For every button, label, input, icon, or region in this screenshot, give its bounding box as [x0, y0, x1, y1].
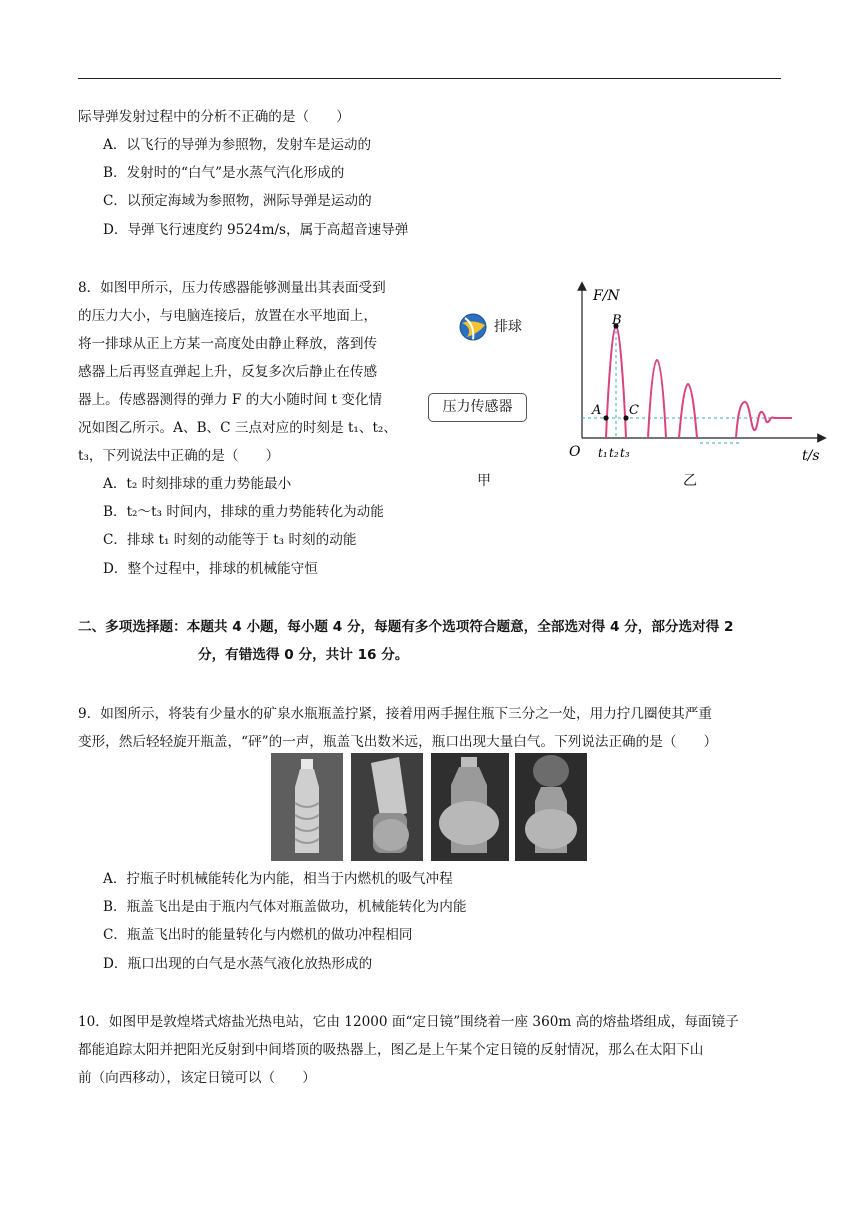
q9-option-d: D．瓶口出现的白气是水蒸气液化放热形成的 [103, 956, 373, 972]
q8-option-d: D．整个过程中，排球的机械能守恒 [103, 561, 318, 577]
third-impact-peak [679, 384, 697, 438]
q10-stem-line-1: 10．如图甲是敦煌塔式熔盐光热电站，它由 12000 面“定日镜”围绕着一座 360m 高的熔盐塔组成，每面镜子 [78, 1014, 739, 1030]
point-c-marker [623, 415, 628, 420]
bottle-photo-2 [351, 753, 423, 861]
ball-label: 排球 [494, 319, 522, 335]
header-rule [78, 78, 781, 79]
bottle-photo-4 [515, 753, 587, 861]
q7-option-b: B．发射时的“白气”是水蒸气汽化形成的 [103, 165, 345, 181]
point-a-marker [603, 415, 608, 420]
tick-t3: t₃ [620, 446, 630, 460]
q7-option-a: A．以飞行的导弹为参照物，发射车是运动的 [103, 137, 372, 153]
q8-stem-line-6: 况如图乙所示。A、B、C 三点对应的时刻是 t₁、t₂、 [78, 420, 397, 436]
figure-yi-caption: 乙 [683, 473, 697, 489]
q8-stem-line-4: 感器上后再竖直弹起上升，反复多次后静止在传感 [78, 364, 378, 380]
origin-label: O [569, 444, 581, 460]
q8-option-a: A．t₂ 时刻排球的重力势能最小 [103, 476, 292, 492]
q8-option-c: C．排球 t₁ 时刻的动能等于 t₃ 时刻的动能 [103, 532, 357, 548]
pressure-sensor-box: 压力传感器 [428, 393, 527, 422]
q10-stem-line-2: 都能追踪太阳并把阳光反射到中间塔顶的吸热器上，图乙是上午某个定日镜的反射情况，那么在太阳下山 [78, 1042, 704, 1058]
q7-stem: 际导弹发射过程中的分析不正确的是（ ） [78, 109, 350, 125]
q8-option-b: B．t₂～t₃ 时间内，排球的重力势能转化为动能 [103, 504, 384, 520]
q7-option-c: C．以预定海域为参照物，洲际导弹是运动的 [103, 193, 372, 209]
q8-stem-line-5: 器上。传感器测得的弹力 F 的大小随时间 t 变化情 [78, 392, 383, 408]
force-time-graph [560, 280, 830, 470]
figure-jia-caption: 甲 [477, 473, 491, 489]
x-axis-label: t/s [802, 448, 820, 464]
q8-stem-line-3: 将一排球从正上方某一高度处由静止释放，落到传 [78, 336, 378, 352]
q7-option-d: D．导弹飞行速度约 9524m/s，属于高超音速导弹 [103, 222, 409, 238]
q8-stem-line-2: 的压力大小，与电脑连接后，放置在水平地面上， [78, 308, 378, 324]
second-impact-peak [648, 360, 666, 438]
tick-t1: t₁ [598, 446, 608, 460]
q8-stem-line-7: t₃，下列说法中正确的是（ ） [78, 448, 280, 464]
q10-stem-line-3: 前（向西移动），该定日镜可以（ ） [78, 1070, 316, 1086]
section2-heading: 二、多项选择题：本题共 4 小题，每小题 4 分，每题有多个选项符合题意，全部选对得 4 分，部分选对得 2 [78, 619, 734, 635]
q9-option-b: B．瓶盖飞出是由于瓶内气体对瓶盖做功，机械能转化为内能 [103, 899, 467, 915]
q9-option-c: C．瓶盖飞出时的能量转化与内燃机的做功冲程相同 [103, 927, 413, 943]
q8-stem-line-1: 8．如图甲所示，压力传感器能够测量出其表面受到 [78, 280, 386, 296]
y-axis-label: F/N [593, 288, 620, 304]
point-a-label: A [592, 403, 602, 418]
bottle-photo-1 [271, 753, 343, 861]
tick-t2: t₂ [609, 446, 619, 460]
q9-stem-line-2: 变形，然后轻轻旋开瓶盖，“砰”的一声，瓶盖飞出数米远，瓶口出现大量白气。下列说法正确的是（ ） [78, 734, 718, 750]
point-c-label: C [629, 403, 639, 418]
bottle-photo-3 [431, 753, 509, 861]
q9-option-a: A．拧瓶子时机械能转化为内能，相当于内燃机的吸气冲程 [103, 871, 453, 887]
settling-oscillation [736, 402, 792, 438]
q9-stem-line-1: 9．如图所示，将装有少量水的矿泉水瓶瓶盖拧紧，接着用两手握住瓶下三分之一处，用力拧几圈使其严重 [78, 706, 712, 722]
section2-heading-cont: 分，有错选得 0 分，共计 16 分。 [198, 647, 409, 663]
volleyball-icon [459, 313, 487, 341]
point-b-label: B [612, 313, 622, 328]
